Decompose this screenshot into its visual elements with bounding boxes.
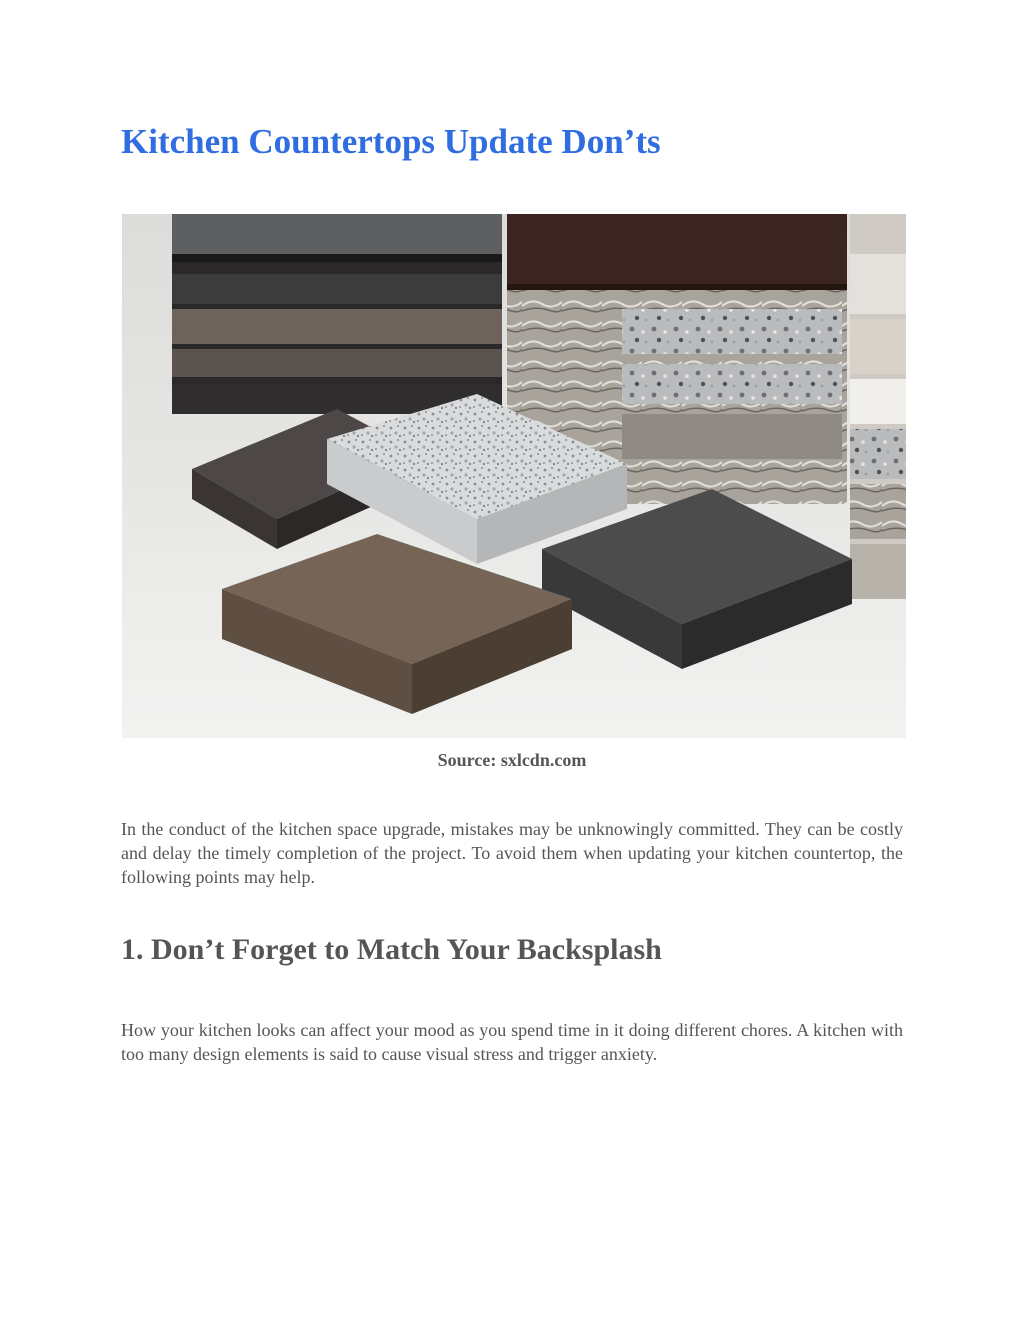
section-paragraph: How your kitchen looks can affect your mood as you spend time in it doing different chores. A kitchen with too many design elements is said to cause visual stress and trigger anxiety.: [121, 1020, 903, 1064]
section-heading: 1. Don’t Forget to Match Your Backsplash: [121, 933, 662, 966]
countertop-samples-illustration: [122, 214, 906, 738]
page-title: Kitchen Countertops Update Don’ts: [121, 122, 661, 161]
image-source-caption: Source: sxlcdn.com: [437, 750, 587, 770]
intro-paragraph: In the conduct of the kitchen space upgrade, mistakes may be unknowingly committed. They can be costly and delay the timely completion of the project. To avoid them when updating your kitchen countertop, the following points may help.: [121, 819, 903, 887]
countertop-samples-photo: [122, 214, 906, 738]
